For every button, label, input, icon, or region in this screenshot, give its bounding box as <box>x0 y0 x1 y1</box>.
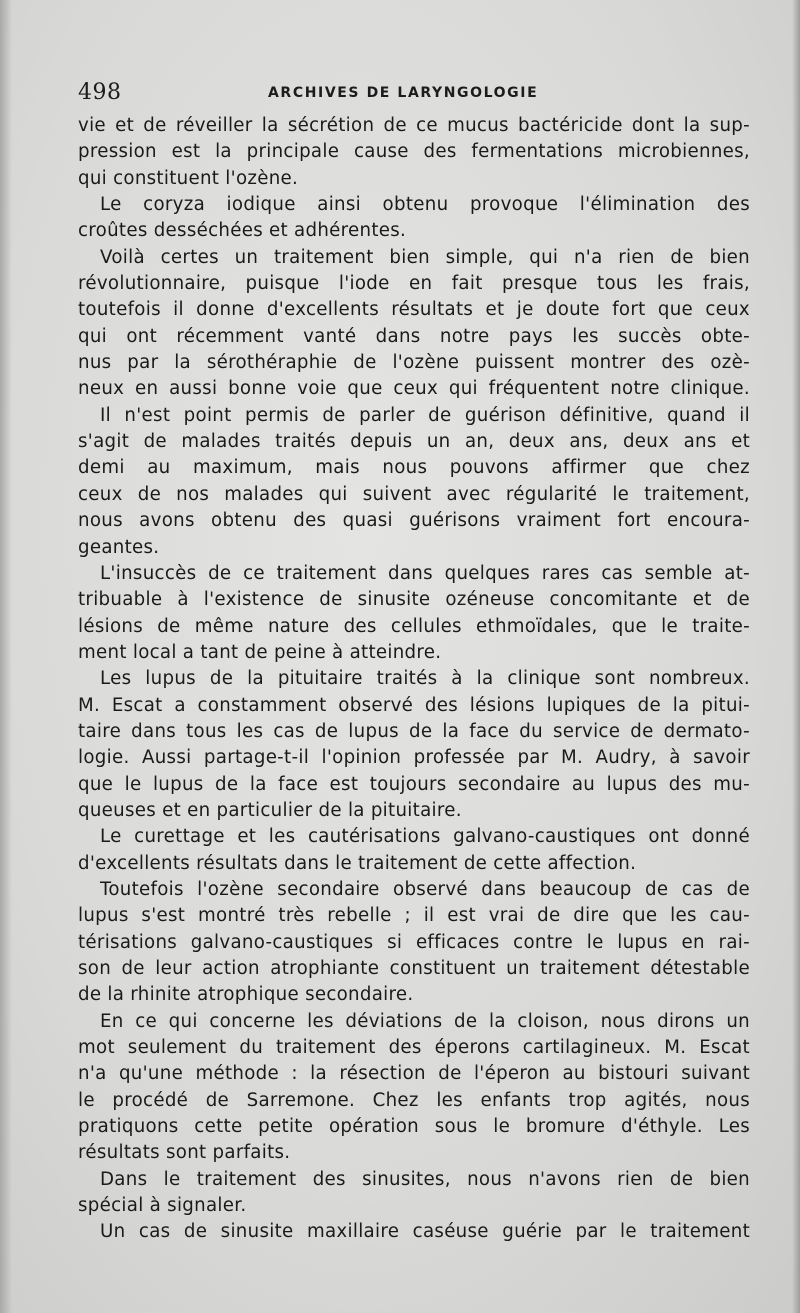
text-line: nous avons obtenu des quasi guérisons vraiment fort encoura- <box>78 510 750 532</box>
text-line: s'agit de malades traités depuis un an, deux ans, deux ans et <box>78 431 750 453</box>
text-line: résultats sont parfaits. <box>78 1142 291 1164</box>
text-line: son de leur action atrophiante constituent un traitement détestable <box>78 958 750 979</box>
paragraph <box>78 1009 750 1167</box>
paragraph <box>78 666 750 824</box>
paragraph <box>78 192 750 245</box>
text-line: demi au maximum, mais nous pouvons affirmer que chez <box>78 457 750 479</box>
text-line: taire dans tous les cas de lupus de la face du service de dermato- <box>78 720 750 742</box>
text-line: qui constituent l'ozène. <box>78 167 299 189</box>
text-line: révolutionnaire, puisque l'iode en fait presque tous les frais, <box>78 273 750 295</box>
text-line: ment local a tant de peine à atteindre. <box>78 641 442 663</box>
text-line: lupus s'est montré très rebelle ; il est vrai de dire que les cau- <box>78 905 750 927</box>
text-line: térisations galvano-caustiques si efficaces contre le lupus en rai- <box>78 931 750 953</box>
text-line: pression est la principale cause des fermentations microbiennes, <box>78 141 750 163</box>
text-line: qui ont récemment vanté dans notre pays les succès obte- <box>78 325 750 347</box>
text-line: Dans le traitement des sinusites, nous n'avons rien de bien <box>100 1168 750 1190</box>
text-line: Le curettage et les cautérisations galvano-caustiques ont donné <box>100 826 750 848</box>
text-line: pratiquons cette petite opération sous le bromure d'éthyle. Les <box>78 1116 750 1138</box>
paragraph <box>78 245 750 403</box>
text-line: geantes. <box>78 536 160 558</box>
text-line: de la rhinite atrophique secondaire. <box>78 984 414 1006</box>
text-line: neux en aussi bonne voie que ceux qui fréquentent notre clinique. <box>78 378 750 400</box>
paragraph <box>78 824 750 877</box>
text-line: logie. Aussi partage-t-il l'opinion professée par M. Audry, à savoir <box>78 747 750 769</box>
text-line: ceux de nos malades qui suivent avec régularité le traitement, <box>78 483 750 505</box>
text-line: M. Escat a constamment observé des lésions lupiques de la pitui- <box>78 694 750 716</box>
paragraph <box>78 1219 750 1245</box>
text-line: mot seulement du traitement des éperons cartilagineux. M. Escat <box>78 1037 750 1059</box>
text-line: Toutefois l'ozène secondaire observé dans beaucoup de cas de <box>100 878 750 900</box>
text-line: Le coryza iodique ainsi obtenu provoque l'élimination des <box>100 194 750 216</box>
text-line: d'excellents résultats dans le traitement de cette affection. <box>78 852 637 874</box>
text-line: queuses et en particulier de la pituitaire. <box>78 799 462 821</box>
paragraph <box>78 1167 750 1220</box>
text-line: tribuable à l'existence de sinusite ozéneuse concomitante et de <box>78 589 750 611</box>
text-line: Les lupus de la pituitaire traités à la clinique sont nombreux. <box>100 668 750 690</box>
text-line: spécial à signaler. <box>78 1195 247 1217</box>
text-line: lésions de même nature des cellules ethmoïdales, que le traite- <box>78 615 750 637</box>
paragraph <box>78 877 750 1009</box>
text-line: En ce qui concerne les déviations de la cloison, nous dirons un <box>100 1010 750 1032</box>
text-line: nus par la sérothéraphie de l'ozène puissent montrer des ozè- <box>78 352 750 374</box>
text-line: L'insuccès de ce traitement dans quelques rares cas semble at- <box>100 562 750 584</box>
text-line: que le lupus de la face est toujours secondaire au lupus des mu- <box>78 773 750 795</box>
text-line: le procédé de Sarremone. Chez les enfants trop agités, nous <box>78 1089 750 1111</box>
page-header <box>78 80 750 110</box>
text-line: croûtes desséchées et adhérentes. <box>78 220 407 242</box>
text-line: Un cas de sinusite maxillaire caséuse guérie par le traitement <box>100 1221 750 1243</box>
text-line: Voilà certes un traitement bien simple, qui n'a rien de bien <box>100 246 750 268</box>
paragraph <box>78 403 750 561</box>
text-line: n'a qu'une méthode : la résection de l'éperon au bistouri suivant <box>78 1063 750 1085</box>
running-title: ARCHIVES DE LARYNGOLOGIE <box>268 85 539 101</box>
text-line: toutefois il donne d'excellents résultats et je doute fort que ceux <box>78 299 750 321</box>
text-line: vie et de réveiller la sécrétion de ce mucus bactéricide dont la sup- <box>78 115 750 136</box>
text-line: Il n'est point permis de parler de guérison définitive, quand il <box>100 404 750 426</box>
body-text <box>78 113 750 1246</box>
page-number: 498 <box>78 80 122 105</box>
paragraph <box>78 113 750 192</box>
paragraph <box>78 561 750 666</box>
